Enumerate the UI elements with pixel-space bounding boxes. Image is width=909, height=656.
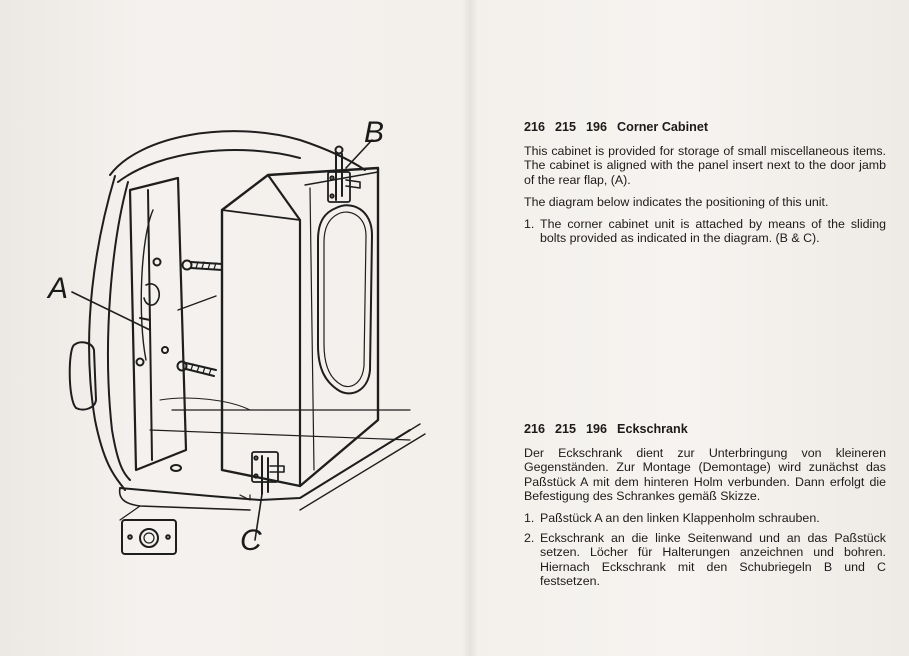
leader-a [72, 292, 150, 330]
bumper-plate [122, 520, 176, 554]
callout-c: C [240, 524, 262, 557]
english-steps [524, 217, 886, 245]
part-code-1: 216 [524, 120, 546, 134]
part-code-3: 196 [586, 422, 608, 436]
german-section [524, 422, 886, 594]
callout-b: B [364, 116, 385, 149]
part-code-2: 215 [555, 120, 577, 134]
top-sliding-bolt [328, 147, 360, 203]
callout-a: A [48, 272, 69, 305]
part-code-1: 216 [524, 422, 546, 436]
vehicle-roof-line [110, 131, 365, 175]
step-number: 1. [524, 217, 535, 232]
english-paragraph-2: The diagram below indicates the positioning of this unit. [524, 194, 829, 209]
step-text: Paßstück A an den linken Klappenholm schrauben. [540, 511, 820, 526]
english-paragraph-1: This cabinet is provided for storage of small miscellaneous items. The cabinet is aligned with the panel insert next to the door jamb of the rear flap, (A). [524, 144, 886, 187]
upper-screw [183, 261, 223, 271]
bottom-sliding-bolt [252, 452, 284, 494]
english-title: Corner Cabinet [617, 120, 709, 134]
german-paragraph-1: Der Eckschrank dient zur Unterbringung von kleineren Gegenständen. Zur Montage (Demontage) wird zunächst das Paßstück A mit dem hinteren Holm verbunden. Dann erfolgt die Befestigung des Schrankes gemäß Skizze. [524, 446, 886, 503]
german-title: Eckschrank [617, 422, 688, 436]
part-code-3: 196 [586, 120, 608, 134]
step-number: 1. [524, 511, 535, 526]
step-text: Eckschrank an die linke Seitenwand und an das Paßstück setzen. Löcher für Halterungen anzeichnen und bohren. Hiernach Eckschrank mit den Schubriegeln B und C festsetzen. [540, 531, 886, 588]
step-number: 2. [524, 531, 535, 546]
german-heading [524, 422, 886, 436]
list-item [524, 217, 886, 245]
step-text: The corner cabinet unit is attached by means of the sliding bolts provided as indicated in the diagram. (B & C). [540, 217, 886, 246]
english-heading [524, 120, 886, 134]
list-item [524, 531, 886, 588]
part-code-2: 215 [555, 422, 577, 436]
german-steps [524, 511, 886, 588]
english-section [524, 120, 886, 251]
list-item [524, 511, 886, 525]
floor-edge [120, 430, 410, 500]
